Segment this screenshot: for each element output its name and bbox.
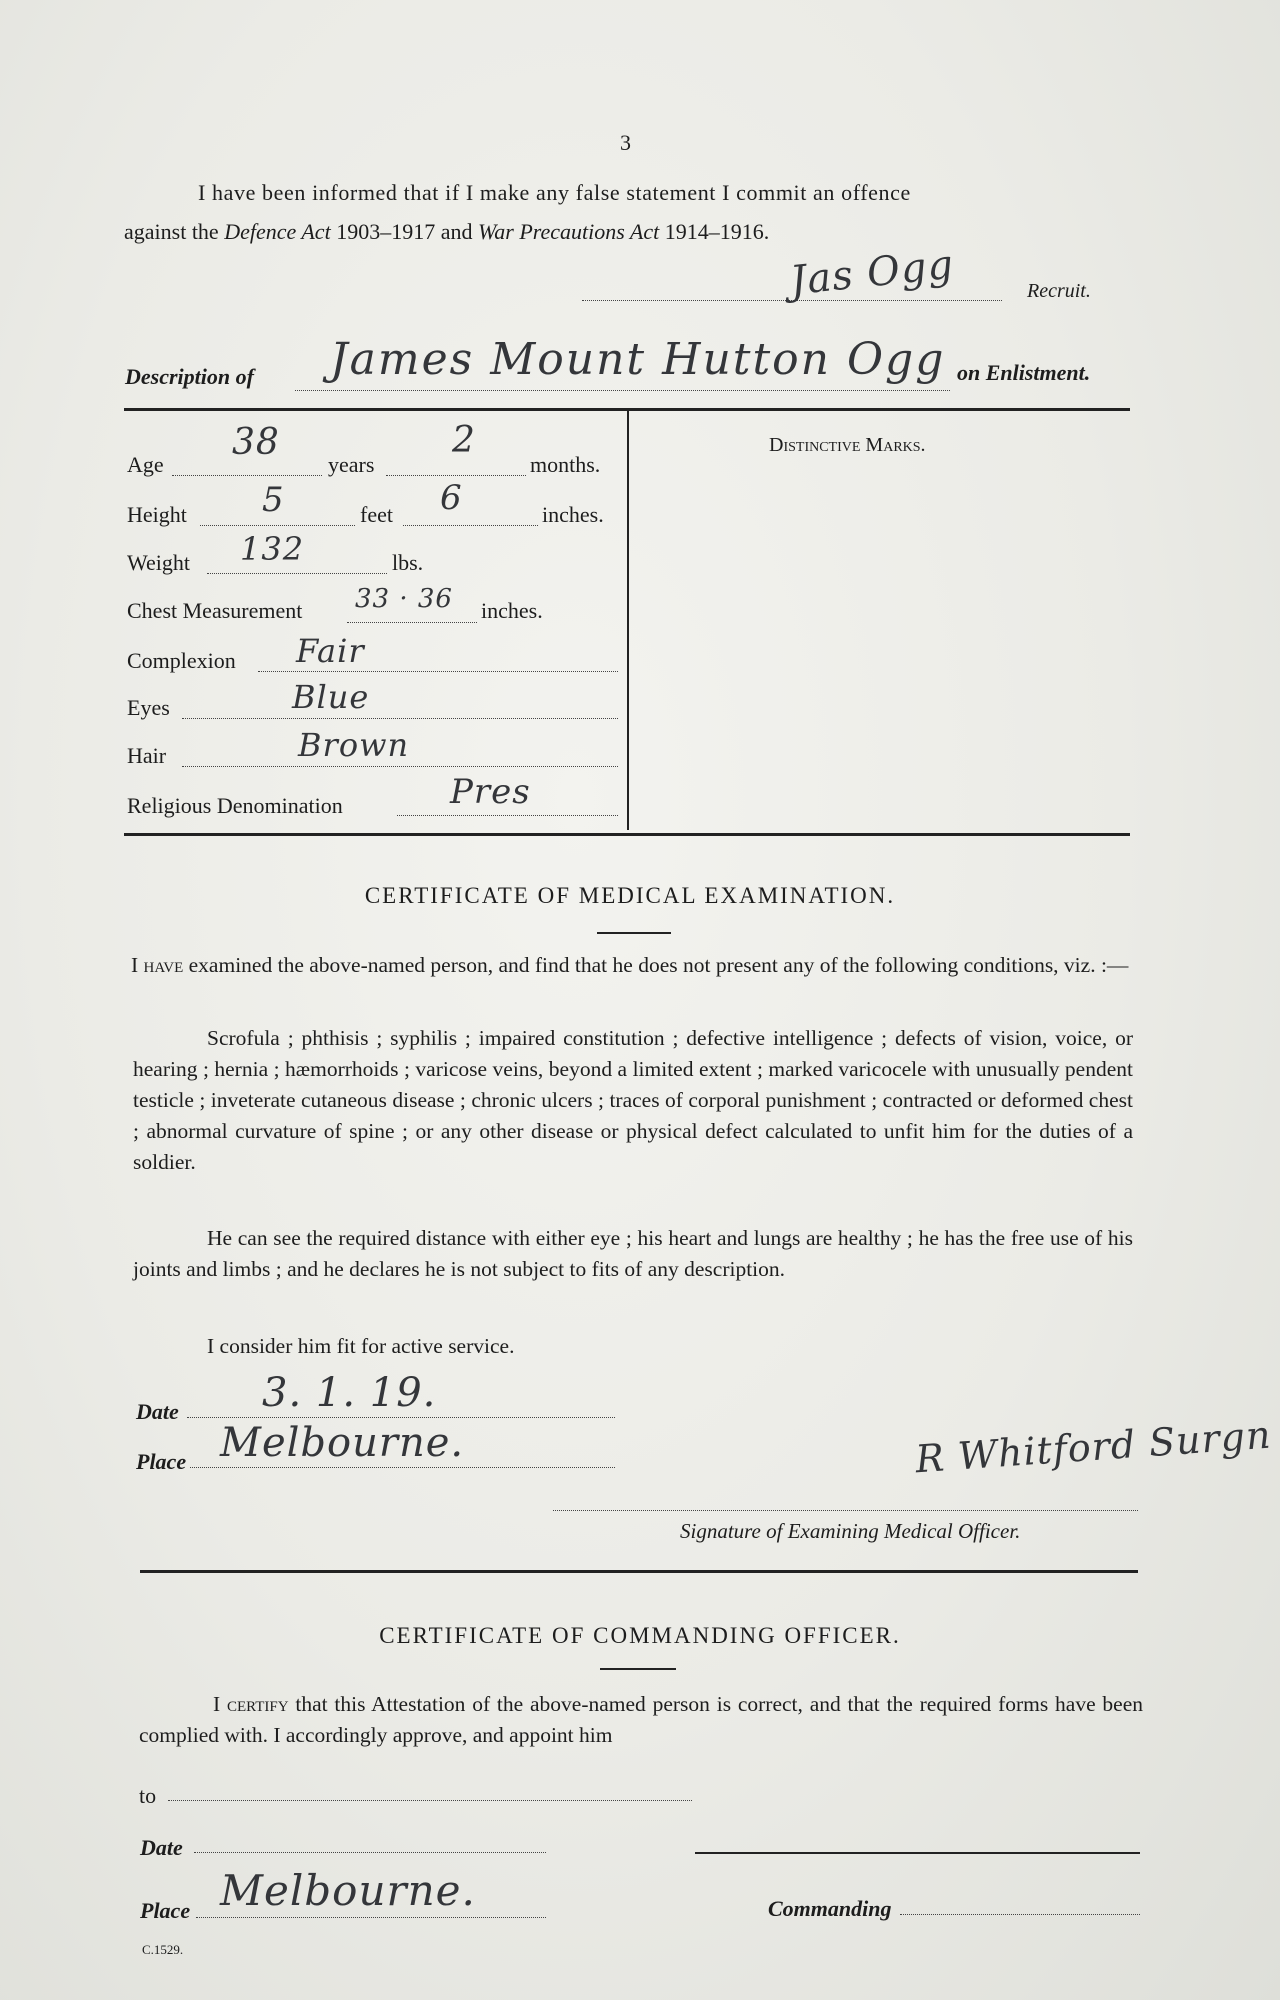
medical-conditions: Scrofula ; phthisis ; syphilis ; impaired constitution ; defective intelligence ; defects of vision, voice, or hearing ; hernia ; hæmorrhoids ; varicose veins, beyond a limited extent ; marked varicocele with unusually pendent testicle ; inveterate cutaneous disease ; chronic ulcers ; traces of corporal punishment ; contracted or deformed chest ; abnormal curvature of spine ; or any other disease or physical defect calculated to unfit him for the duties of a soldier. <box>133 1026 1133 1174</box>
age-months-value: 2 <box>452 420 476 461</box>
recruit-label: Recruit. <box>1027 280 1091 302</box>
commanding-date-label: Date <box>140 1835 183 1860</box>
table-vertical-rule <box>627 410 629 830</box>
years-label: years <box>328 452 375 477</box>
eyes-line <box>182 718 618 719</box>
medical-section-bottom-rule <box>140 1570 1138 1573</box>
declaration-line-1: I have been informed that if I make any false statement I commit an offence <box>198 180 911 205</box>
medical-fit-statement: I consider him fit for active service. <box>207 1334 515 1358</box>
feet-label: feet <box>360 502 393 527</box>
complexion-line <box>258 671 618 672</box>
inches-label: inches. <box>542 502 604 527</box>
declaration-line-2 <box>124 219 769 245</box>
weight-line <box>207 573 387 574</box>
religion-label: Religious Denomination <box>127 793 343 818</box>
age-months-line <box>386 475 526 476</box>
commanding-heading-underline <box>600 1668 676 1670</box>
chest-value: 33 · 36 <box>355 584 453 614</box>
medical-officer-signature: R Whitford Surgn <box>913 1412 1273 1482</box>
medical-intro <box>131 950 1131 981</box>
medical-place-value: Melbourne. <box>220 1420 465 1466</box>
medical-place-label: Place <box>136 1449 187 1474</box>
medical-officer-signature-label: Signature of Examining Medical Officer. <box>680 1519 1021 1543</box>
form-code: C.1529. <box>142 1942 184 1957</box>
months-label: months. <box>530 452 601 477</box>
medical-intro-caps: I have <box>131 953 184 977</box>
table-bottom-rule <box>124 833 1130 836</box>
eyes-label: Eyes <box>127 695 170 720</box>
chest-inches-label: inches. <box>481 598 543 623</box>
medical-heading-underline <box>597 932 671 934</box>
eyes-value: Blue <box>292 678 370 716</box>
appointment-to-line <box>168 1800 692 1801</box>
weight-label: Weight <box>127 550 190 575</box>
complexion-value: Fair <box>296 632 365 670</box>
medical-place-line <box>190 1467 615 1468</box>
age-years-value: 38 <box>232 422 280 463</box>
commanding-date-line <box>194 1852 546 1853</box>
war-precautions-act: War Precautions Act <box>477 219 660 244</box>
medical-date-label: Date <box>136 1399 179 1424</box>
height-inches-value: 6 <box>440 478 463 518</box>
defence-act-years: 1903–1917 and <box>330 219 478 244</box>
chest-label: Chest Measurement <box>127 598 303 623</box>
hair-label: Hair <box>127 743 167 768</box>
commanding-line <box>900 1914 1140 1915</box>
medical-fitness: He can see the required distance with either eye ; his heart and lungs are healthy ; he has the free use of his joints and limbs ; and he declares he is not subject to fits of any description. <box>133 1226 1133 1281</box>
medical-certificate-heading: CERTIFICATE OF MEDICAL EXAMINATION. <box>364 883 896 908</box>
height-feet-value: 5 <box>262 480 285 520</box>
age-label: Age <box>127 452 164 477</box>
lbs-label: lbs. <box>392 550 424 575</box>
distinctive-marks-label: Distinctive Marks. <box>769 434 926 456</box>
commanding-label: Commanding <box>768 1896 892 1921</box>
enlistment-label: on Enlistment. <box>957 360 1091 385</box>
medical-date-value: 3. 1. 19. <box>262 1370 437 1416</box>
declaration-prefix: against the <box>124 219 225 244</box>
appointment-to-label: to <box>139 1783 157 1808</box>
commanding-place-line <box>196 1917 546 1918</box>
commanding-certify-body: that this Attestation of the above-named person is correct, and that the required forms have been complied with. I accordingly approve, and appoint him <box>139 1692 1143 1747</box>
recruit-full-name: James Mount Hutton Ogg <box>330 334 946 385</box>
commanding-certify-caps: I certify <box>213 1692 289 1716</box>
commanding-certify-text <box>139 1689 1143 1751</box>
age-years-line <box>172 475 322 476</box>
hair-line <box>182 766 618 767</box>
medical-intro-text: examined the above-named person, and find that he does not present any of the following conditions, viz. :— <box>183 953 1129 977</box>
height-inches-line <box>403 525 538 526</box>
commanding-place-label: Place <box>140 1898 191 1923</box>
war-precautions-act-years: 1914–1916. <box>659 219 770 244</box>
hair-value: Brown <box>298 726 410 764</box>
chest-line <box>347 622 477 623</box>
height-label: Height <box>127 502 187 527</box>
religion-line <box>397 815 618 816</box>
height-feet-line <box>200 525 355 526</box>
medical-date-line <box>187 1417 615 1418</box>
commanding-signature-line <box>695 1852 1140 1854</box>
defence-act: Defence Act <box>224 219 331 244</box>
religion-value: Pres <box>450 772 531 812</box>
commanding-place-value: Melbourne. <box>220 1866 476 1915</box>
commanding-certificate-heading: CERTIFICATE OF COMMANDING OFFICER. <box>379 1623 901 1648</box>
page-number: 3 <box>620 130 631 155</box>
description-label: Description of <box>125 364 254 389</box>
complexion-label: Complexion <box>127 648 236 673</box>
medical-officer-signature-line <box>553 1510 1138 1511</box>
recruit-signature: Jas Ogg <box>788 241 957 305</box>
weight-value: 132 <box>240 530 305 568</box>
description-name-line <box>295 390 950 391</box>
